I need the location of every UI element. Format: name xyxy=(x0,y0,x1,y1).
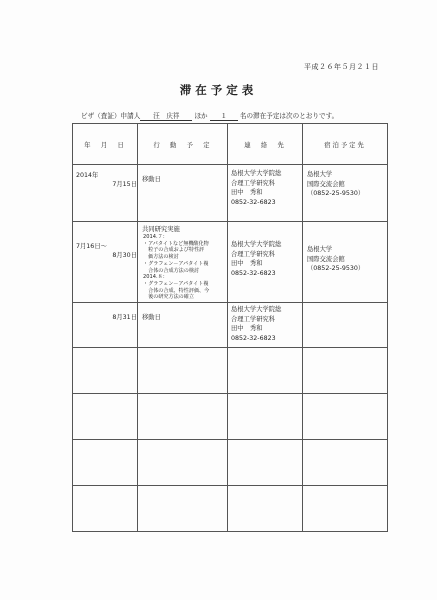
empty-cell xyxy=(138,440,228,486)
contact-line: 島根大学大学院総 xyxy=(231,241,282,248)
empty-cell xyxy=(228,348,303,394)
date-line: 7月15日 xyxy=(112,181,137,188)
contact-line: 田中 秀和 xyxy=(231,260,263,268)
row-stay xyxy=(303,222,388,303)
table-row-empty xyxy=(73,440,388,486)
row-stay xyxy=(303,165,388,222)
date-line: 7月16日～ xyxy=(76,243,107,250)
activity-details xyxy=(138,234,227,301)
row-activity xyxy=(138,222,228,303)
activity-detail-line: 後の研究方法の確立 xyxy=(143,294,194,301)
empty-cell xyxy=(228,440,303,486)
empty-cell xyxy=(303,486,388,532)
activity-detail-line: 粒子の合成および特性評 xyxy=(143,247,205,254)
empty-cell xyxy=(228,394,303,440)
table-row xyxy=(73,303,388,348)
empty-cell xyxy=(138,486,228,532)
date-line: 8月30日 xyxy=(112,252,137,259)
activity-detail-line: 合体の合成、特性評価、今 xyxy=(143,287,210,294)
empty-cell xyxy=(73,348,138,394)
contact-line: 0852-32-6823 xyxy=(231,334,276,342)
header-activity: 行 動 予 定 xyxy=(138,124,228,165)
activity-main: 共同研究実施 xyxy=(142,226,180,233)
row-activity xyxy=(138,165,228,222)
contact-line: 0852-32-6823 xyxy=(231,269,276,277)
activity-detail-line: ・グラフェン－アパタイト複 xyxy=(143,280,209,287)
contact-line: 田中 秀和 xyxy=(231,189,263,197)
activity-detail-line: 合体の合成方法の検討 xyxy=(143,267,200,274)
activity-main: 移動日 xyxy=(142,176,161,183)
empty-cell xyxy=(303,394,388,440)
empty-cell xyxy=(73,394,138,440)
activity-detail-line: ・アパタイトなど無機酸化物 xyxy=(143,240,209,247)
table-row-empty xyxy=(73,394,388,440)
table-row xyxy=(73,165,388,222)
row-stay xyxy=(303,303,388,348)
applicant-name: 汪 庆祥 xyxy=(140,112,192,121)
empty-cell xyxy=(303,348,388,394)
row-date xyxy=(73,222,138,303)
date-line: 2014年 xyxy=(76,172,99,179)
intro-prefix: ビザ（査証）申請人 xyxy=(81,112,141,120)
date-line: 8月31日 xyxy=(112,314,137,321)
activity-detail-line: 価方法の検討 xyxy=(143,254,179,261)
activity-detail-line: ・グラフェン－アパタイト複 xyxy=(143,260,209,267)
table-row-empty xyxy=(73,348,388,394)
stay-line: 国際交流会館 xyxy=(307,180,345,188)
stay-line: （0852-25-9530） xyxy=(307,265,365,273)
empty-cell xyxy=(73,486,138,532)
empty-cell xyxy=(73,440,138,486)
activity-main: 移動日 xyxy=(142,314,161,321)
table-header-row xyxy=(73,124,388,165)
table-row-empty xyxy=(73,486,388,532)
empty-cell xyxy=(228,486,303,532)
row-contact xyxy=(228,222,303,303)
contact-line: 島根大学大学院総 xyxy=(231,170,282,177)
contact-line: 0852-32-6823 xyxy=(231,198,276,206)
intro-middle: ほか xyxy=(194,112,208,120)
table-row xyxy=(73,222,388,303)
schedule-table xyxy=(72,123,388,532)
empty-cell xyxy=(138,394,228,440)
header-contact: 連 絡 先 xyxy=(228,124,303,165)
contact-line: 合理工学研究科 xyxy=(231,315,276,323)
header-date: 年 月 日 xyxy=(73,124,138,165)
applicant-count: １ xyxy=(210,112,238,121)
row-contact xyxy=(228,165,303,222)
row-contact xyxy=(228,303,303,348)
stay-line: 島根大学 xyxy=(307,171,333,178)
stay-line: 島根大学 xyxy=(307,246,333,253)
empty-cell xyxy=(138,348,228,394)
empty-cell xyxy=(303,440,388,486)
activity-detail-line: 2014.７： xyxy=(143,234,168,240)
stay-line: （0852-25-9530） xyxy=(307,190,365,198)
row-date xyxy=(73,165,138,222)
stay-line: 国際交流会館 xyxy=(307,255,345,263)
contact-line: 合理工学研究科 xyxy=(231,250,276,258)
contact-line: 合理工学研究科 xyxy=(231,179,276,187)
header-stay: 宿泊予定先 xyxy=(303,124,388,165)
row-activity xyxy=(138,303,228,348)
row-date xyxy=(73,303,138,348)
intro-suffix: 名の滞在予定は次のとおりです。 xyxy=(239,112,339,120)
activity-detail-line: 2014.８： xyxy=(143,274,168,281)
contact-line: 島根大学大学院総 xyxy=(231,306,282,313)
contact-line: 田中 秀和 xyxy=(231,325,263,333)
document-title: 滞在予定表 xyxy=(179,83,258,97)
intro-sentence xyxy=(81,110,338,121)
document-date: 平成２６年５月２１日 xyxy=(304,63,379,71)
